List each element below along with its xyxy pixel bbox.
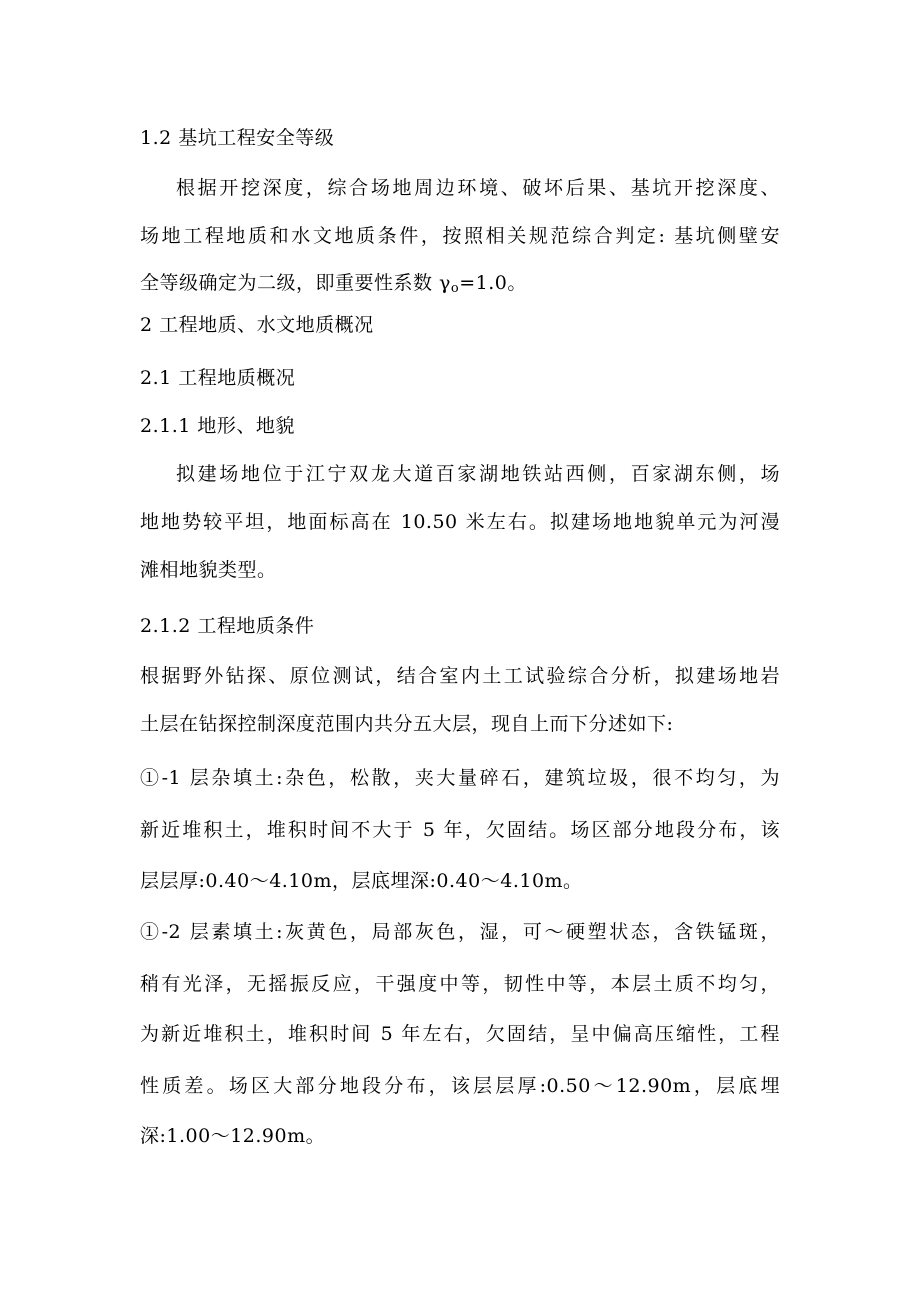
paragraph-line: 地地势较平坦，地面标高在 10.50 米左右。拟建场地地貌单元为河漫 (140, 511, 780, 533)
paragraph-line (140, 271, 527, 301)
paragraph-line: 根据野外钻探、原位测试，结合室内土工试验综合分析，拟建场地岩 (140, 665, 780, 687)
heading-2-1: 2.1 工程地质概况 (140, 367, 296, 389)
paragraph-line: 滩相地貌类型。 (140, 559, 277, 581)
paragraph-line: 根据开挖深度，综合场地周边环境、破坏后果、基坑开挖深度、 (176, 177, 780, 199)
paragraph-line: 场地工程地质和水文地质条件，按照相关规范综合判定: 基坑侧壁安 (140, 225, 780, 247)
paragraph-text: 全等级确定为二级，即重要性系数 γ (140, 272, 451, 294)
paragraph-line: 土层在钻探控制深度范围内共分五大层，现自上而下分述如下: (140, 713, 674, 735)
paragraph-line: 性质差。场区大部分地段分布，该层层厚:0.50～12.90m，层底埋 (140, 1075, 780, 1097)
paragraph-line: ①-1 层杂填土:杂色，松散，夹大量碎石，建筑垃圾，很不均匀，为 (140, 767, 780, 789)
paragraph-line: 层层厚:0.40～4.10m，层底埋深:0.40～4.10m。 (140, 870, 583, 892)
heading-2-1-2: 2.1.2 工程地质条件 (140, 615, 315, 637)
heading-1-2: 1.2 基坑工程安全等级 (140, 127, 335, 149)
paragraph-line: 新近堆积土，堆积时间不大于 5 年，欠固结。场区部分地段分布，该 (140, 819, 780, 841)
heading-2-1-1: 2.1.1 地形、地貌 (140, 415, 295, 437)
paragraph-text: =1.0。 (459, 272, 527, 294)
paragraph-line: ①-2 层素填土:灰黄色，局部灰色，湿，可～硬塑状态，含铁锰斑， (140, 921, 780, 943)
paragraph-line: 稍有光泽，无摇振反应，干强度中等，韧性中等，本层土质不均匀， (140, 973, 780, 995)
paragraph-line: 拟建场地位于江宁双龙大道百家湖地铁站西侧，百家湖东侧，场 (176, 463, 780, 485)
paragraph-line: 为新近堆积土，堆积时间 5 年左右，欠固结，呈中偏高压缩性，工程 (140, 1023, 780, 1045)
heading-2: 2 工程地质、水文地质概况 (140, 314, 374, 336)
subscript-o: o (450, 281, 460, 296)
paragraph-line: 深:1.00～12.90m。 (140, 1125, 326, 1147)
